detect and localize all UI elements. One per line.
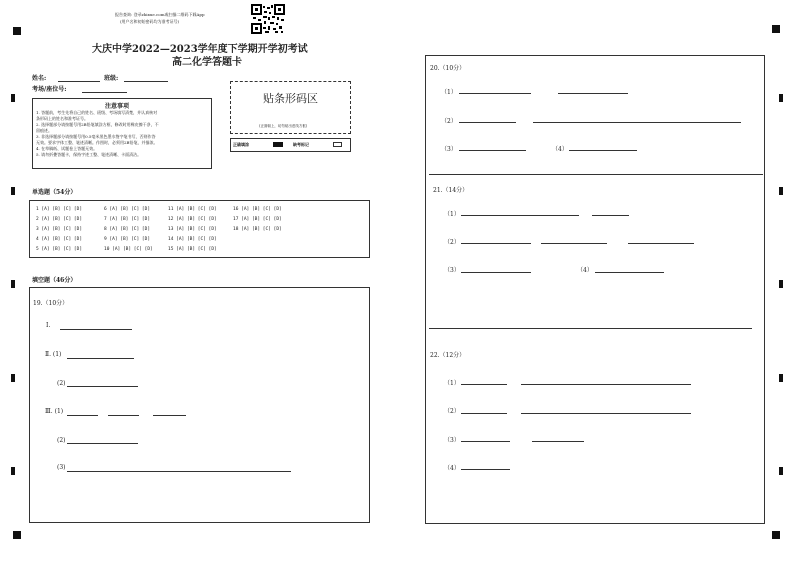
q21-title: 21.（14分） xyxy=(433,187,469,194)
notice-title: 注意事项 xyxy=(105,103,130,110)
q19-answer-III-1b[interactable] xyxy=(108,415,139,416)
choice-item[interactable]: 4 [A] [B] [C] [D] xyxy=(36,237,83,242)
choice-item[interactable]: 7 [A] [B] [C] [D] xyxy=(104,217,151,222)
corner-mark-tl xyxy=(13,27,21,35)
q19-label-II-1: Ⅱ. (1) xyxy=(45,351,62,358)
q21-answer-1b[interactable] xyxy=(592,215,629,216)
q19-label-III-2: (2) xyxy=(57,437,66,444)
choice-item[interactable]: 15 [A] [B] [C] [D] xyxy=(168,247,217,252)
qr-code-icon xyxy=(251,4,285,34)
q19-answer-II-1[interactable] xyxy=(67,358,134,359)
q21-answer-1a[interactable] xyxy=(461,215,579,216)
choice-item[interactable]: 10 [A] [B] [C] [D] xyxy=(104,247,153,252)
q21-answer-3[interactable] xyxy=(461,272,531,273)
divider xyxy=(429,328,752,329)
choice-item[interactable]: 17 [A] [B] [C] [D] xyxy=(233,217,282,222)
fill-legend xyxy=(230,138,351,152)
choice-item[interactable]: 3 [A] [B] [C] [D] xyxy=(36,227,83,232)
q20-title: 20.（10分） xyxy=(430,65,466,72)
report-note: 报告查询: 登录zhixue.com或扫描二维码下载App xyxy=(115,12,205,17)
q19-answer-I[interactable] xyxy=(60,329,132,330)
choice-item[interactable]: 9 [A] [B] [C] [D] xyxy=(104,237,151,242)
q20-answer-4[interactable] xyxy=(569,150,637,151)
q19-label-III-1: Ⅲ. (1) xyxy=(45,408,64,415)
q20-answer-1a[interactable] xyxy=(459,93,531,94)
timing-mark xyxy=(779,187,783,195)
choice-item[interactable]: 11 [A] [B] [C] [D] xyxy=(168,207,217,212)
choice-box xyxy=(29,200,370,258)
q22-answer-2a[interactable] xyxy=(461,413,507,414)
notice-line: 3. 非选择题部分请按题号用0.5毫米黑色墨水签字笔书写，否则作答 xyxy=(36,134,156,139)
timing-mark xyxy=(11,467,15,475)
q21-label-4: （4） xyxy=(577,267,593,274)
report-note-sub: (用户名和初始密码均为准考证号) xyxy=(120,19,180,24)
q19-label-II-2: (2) xyxy=(57,380,66,387)
barcode-hint: (正面朝上，切勿贴出虚线方框) xyxy=(259,124,308,128)
q21-label-2: （2） xyxy=(444,239,460,246)
corner-mark-tr xyxy=(772,25,780,33)
notice-box xyxy=(32,98,212,169)
notice-line: 4. 在草稿纸、试题卷上答题无效。 xyxy=(36,146,98,151)
q20-label-1: （1） xyxy=(441,89,457,96)
q19-title: 19.（10分） xyxy=(33,300,69,307)
choice-item[interactable]: 16 [A] [B] [C] [D] xyxy=(233,207,282,212)
right-answer-box xyxy=(425,55,765,524)
exam-subtitle: 高二化学答题卡 xyxy=(172,57,242,68)
notice-line: 5. 请勿折叠答题卡，保持字迹工整、笔迹清晰、卡面清洁。 xyxy=(36,152,142,157)
q21-answer-2a[interactable] xyxy=(461,243,531,244)
timing-mark xyxy=(11,94,15,102)
q21-answer-2b[interactable] xyxy=(541,243,607,244)
choice-section-title: 单选题（54分） xyxy=(32,189,77,196)
choice-item[interactable]: 1 [A] [B] [C] [D] xyxy=(36,207,83,212)
timing-mark xyxy=(11,187,15,195)
notice-line: 2. 选择题部分请按题号用2B铅笔填涂方框，修改时用橡皮擦干净，不 xyxy=(36,122,159,127)
notice-line: 条形码上的姓名和准考证号。 xyxy=(36,116,88,121)
q20-label-2: （2） xyxy=(441,118,457,125)
q22-answer-3a[interactable] xyxy=(461,441,510,442)
q19-answer-III-2[interactable] xyxy=(67,443,138,444)
q19-box xyxy=(29,287,370,523)
q22-title: 22.（12分） xyxy=(430,352,466,359)
q20-label-4: （4） xyxy=(552,146,568,153)
divider xyxy=(429,174,763,175)
choice-item[interactable]: 12 [A] [B] [C] [D] xyxy=(168,217,217,222)
q20-answer-2b[interactable] xyxy=(533,122,741,123)
q22-answer-4[interactable] xyxy=(461,469,510,470)
q20-answer-3[interactable] xyxy=(459,150,526,151)
class-label: 班级: xyxy=(104,75,119,82)
q22-answer-2b[interactable] xyxy=(521,413,691,414)
timing-mark xyxy=(779,467,783,475)
timing-mark xyxy=(779,94,783,102)
missing-mark-box[interactable] xyxy=(333,142,342,147)
q20-answer-2a[interactable] xyxy=(459,122,516,123)
notice-line: 留痕迹。 xyxy=(36,128,52,133)
choice-item[interactable]: 18 [A] [B] [C] [D] xyxy=(233,227,282,232)
timing-mark xyxy=(779,280,783,288)
corner-mark-bl xyxy=(13,531,21,539)
q21-answer-2c[interactable] xyxy=(628,243,694,244)
q20-answer-1b[interactable] xyxy=(558,93,628,94)
barcode-title: 贴条形码区 xyxy=(263,92,318,105)
q19-label-I: Ⅰ. xyxy=(46,322,51,329)
name-label: 姓名: xyxy=(32,75,47,82)
q21-label-1: （1） xyxy=(444,211,460,218)
q22-answer-1b[interactable] xyxy=(521,384,691,385)
exam-title: 大庆中学2022—2023学年度下学期开学初考试 xyxy=(92,44,308,55)
q20-label-3: （3） xyxy=(441,146,457,153)
q22-label-4: （4） xyxy=(444,465,460,472)
q19-answer-II-2[interactable] xyxy=(67,386,138,387)
choice-item[interactable]: 2 [A] [B] [C] [D] xyxy=(36,217,83,222)
fill-section-title: 填空题（46分） xyxy=(32,277,77,284)
choice-item[interactable]: 5 [A] [B] [C] [D] xyxy=(36,247,83,252)
q19-answer-III-1c[interactable] xyxy=(153,415,186,416)
barcode-area xyxy=(230,81,351,134)
notice-line: 1. 答题前，考生先将自己的姓名、班级、考场填写清楚，并认真核对 xyxy=(36,110,158,115)
q22-label-3: （3） xyxy=(444,437,460,444)
timing-mark xyxy=(11,280,15,288)
correct-fill-sample xyxy=(273,142,283,147)
name-field[interactable] xyxy=(58,81,100,82)
choice-item[interactable]: 13 [A] [B] [C] [D] xyxy=(168,227,217,232)
q19-label-III-3: (3) xyxy=(57,464,66,471)
room-seat-label: 考场/座位号: xyxy=(32,86,67,93)
correct-fill-label: 正确填涂 xyxy=(233,142,249,147)
choice-item[interactable]: 14 [A] [B] [C] [D] xyxy=(168,237,217,242)
choice-item[interactable]: 6 [A] [B] [C] [D] xyxy=(104,207,151,212)
notice-line: 无效。要求字体工整、笔迹清晰。作图时，必须用2B铅笔，并描浓。 xyxy=(36,140,158,145)
q19-answer-III-1a[interactable] xyxy=(67,415,98,416)
q21-label-3: （3） xyxy=(444,267,460,274)
timing-mark xyxy=(779,374,783,382)
room-seat-field[interactable] xyxy=(82,92,127,93)
q22-answer-1a[interactable] xyxy=(461,384,507,385)
timing-mark xyxy=(11,374,15,382)
q22-label-1: （1） xyxy=(444,380,460,387)
choice-item[interactable]: 8 [A] [B] [C] [D] xyxy=(104,227,151,232)
q22-answer-3b[interactable] xyxy=(532,441,584,442)
q22-label-2: （2） xyxy=(444,408,460,415)
corner-mark-br xyxy=(772,531,780,539)
class-field[interactable] xyxy=(124,81,168,82)
q21-answer-4[interactable] xyxy=(595,272,664,273)
missing-mark-label: 缺考标记 xyxy=(293,142,309,147)
q19-answer-III-3[interactable] xyxy=(67,471,291,472)
